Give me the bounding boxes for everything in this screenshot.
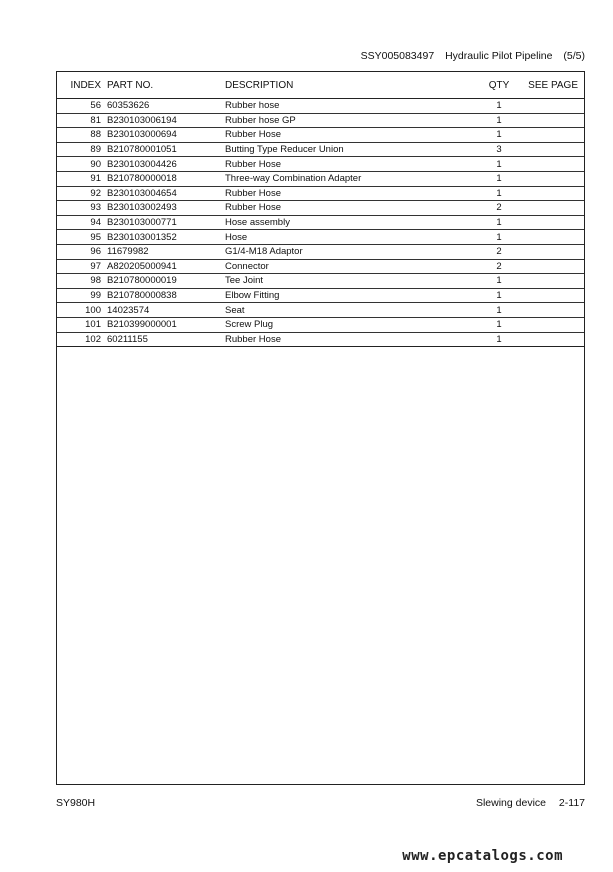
table-header-row [57, 72, 584, 99]
qty-cell: 2 [483, 244, 515, 259]
table-row [57, 215, 584, 230]
page-number: 2-117 [558, 797, 585, 809]
section-title: Hydraulic Pilot Pipeline [445, 50, 553, 62]
qty-cell: 1 [483, 317, 515, 332]
description-cell: Elbow Fitting [225, 288, 483, 303]
index-cell: 92 [57, 186, 101, 201]
index-cell: 88 [57, 128, 101, 143]
see-page-cell [515, 186, 584, 201]
index-cell: 91 [57, 171, 101, 186]
qty-cell: 3 [483, 142, 515, 157]
description-cell: Three-way Combination Adapter [225, 171, 483, 186]
part-no-cell: B210399000001 [107, 317, 225, 332]
see-page-cell [515, 171, 584, 186]
description-cell: Butting Type Reducer Union [225, 142, 483, 157]
see-page-cell [515, 201, 584, 216]
column-header-part-no: PART NO. [107, 72, 225, 99]
see-page-cell [515, 259, 584, 274]
parts-table [57, 72, 584, 347]
table-row [57, 244, 584, 259]
description-cell: Screw Plug [225, 317, 483, 332]
index-cell: 100 [57, 303, 101, 318]
index-cell: 56 [57, 99, 101, 114]
index-cell: 94 [57, 215, 101, 230]
part-no-cell: B210780000019 [107, 274, 225, 289]
table-row [57, 288, 584, 303]
description-cell: Hose [225, 230, 483, 245]
part-no-cell: 60211155 [107, 332, 225, 347]
see-page-cell [515, 99, 584, 114]
index-cell: 101 [57, 317, 101, 332]
index-cell: 98 [57, 274, 101, 289]
see-page-cell [515, 215, 584, 230]
parts-list-frame [56, 71, 585, 785]
index-cell: 81 [57, 113, 101, 128]
see-page-cell [515, 142, 584, 157]
table-row [57, 230, 584, 245]
table-row [57, 303, 584, 318]
description-cell: Rubber Hose [225, 332, 483, 347]
part-no-cell: B230103000771 [107, 215, 225, 230]
index-cell: 96 [57, 244, 101, 259]
part-no-cell: B210780000018 [107, 171, 225, 186]
table-row [57, 157, 584, 172]
see-page-cell [515, 303, 584, 318]
index-cell: 99 [57, 288, 101, 303]
index-cell: 93 [57, 201, 101, 216]
table-row [57, 99, 584, 114]
part-no-cell: B210780000838 [107, 288, 225, 303]
column-header-description: DESCRIPTION [225, 72, 483, 99]
qty-cell: 1 [483, 171, 515, 186]
description-cell: Rubber hose GP [225, 113, 483, 128]
qty-cell: 1 [483, 128, 515, 143]
qty-cell: 1 [483, 215, 515, 230]
see-page-cell [515, 230, 584, 245]
qty-cell: 1 [483, 186, 515, 201]
section-name: Slewing device [475, 797, 546, 809]
part-no-cell: B230103004426 [107, 157, 225, 172]
index-cell: 95 [57, 230, 101, 245]
part-no-cell: B230103004654 [107, 186, 225, 201]
description-cell: Tee Joint [225, 274, 483, 289]
index-cell: 102 [57, 332, 101, 347]
qty-cell: 1 [483, 99, 515, 114]
part-no-cell: B230103002493 [107, 201, 225, 216]
column-header-qty: QTY [483, 72, 515, 99]
qty-cell: 1 [483, 332, 515, 347]
site-url: www.epcatalogs.com [402, 848, 563, 864]
see-page-cell [515, 317, 584, 332]
description-cell: Rubber Hose [225, 128, 483, 143]
table-row [57, 171, 584, 186]
description-cell: G1/4-M18 Adaptor [225, 244, 483, 259]
see-page-cell [515, 113, 584, 128]
column-header-index: INDEX [57, 72, 101, 99]
see-page-cell [515, 128, 584, 143]
part-no-cell: B210780001051 [107, 142, 225, 157]
page-header [353, 50, 585, 62]
qty-cell: 1 [483, 303, 515, 318]
qty-cell: 2 [483, 259, 515, 274]
description-cell: Hose assembly [225, 215, 483, 230]
page-footer [466, 797, 585, 809]
see-page-cell [515, 157, 584, 172]
part-no-cell: B230103001352 [107, 230, 225, 245]
description-cell: Rubber hose [225, 99, 483, 114]
index-cell: 97 [57, 259, 101, 274]
part-no-cell: 14023574 [107, 303, 225, 318]
table-row [57, 259, 584, 274]
description-cell: Seat [225, 303, 483, 318]
qty-cell: 1 [483, 230, 515, 245]
table-row [57, 274, 584, 289]
part-no-cell: 60353626 [107, 99, 225, 114]
see-page-cell [515, 244, 584, 259]
description-cell: Rubber Hose [225, 186, 483, 201]
table-row [57, 186, 584, 201]
qty-cell: 1 [483, 274, 515, 289]
table-row [57, 332, 584, 347]
description-cell: Rubber Hose [225, 201, 483, 216]
qty-cell: 2 [483, 201, 515, 216]
table-row [57, 128, 584, 143]
part-no-cell: B230103006194 [107, 113, 225, 128]
table-row [57, 201, 584, 216]
page-fraction: (5/5) [563, 50, 585, 62]
part-no-cell: B230103000694 [107, 128, 225, 143]
table-row [57, 142, 584, 157]
table-row [57, 113, 584, 128]
description-cell: Rubber Hose [225, 157, 483, 172]
table-row [57, 317, 584, 332]
column-header-see-page: SEE PAGE [515, 72, 584, 99]
part-no-cell: A820205000941 [107, 259, 225, 274]
index-cell: 90 [57, 157, 101, 172]
document-code: SSY005083497 [360, 50, 435, 62]
description-cell: Connector [225, 259, 483, 274]
qty-cell: 1 [483, 157, 515, 172]
see-page-cell [515, 332, 584, 347]
qty-cell: 1 [483, 113, 515, 128]
model-label: SY980H [56, 797, 96, 809]
index-cell: 89 [57, 142, 101, 157]
table-body [57, 99, 584, 347]
qty-cell: 1 [483, 288, 515, 303]
see-page-cell [515, 274, 584, 289]
part-no-cell: 11679982 [107, 244, 225, 259]
see-page-cell [515, 288, 584, 303]
